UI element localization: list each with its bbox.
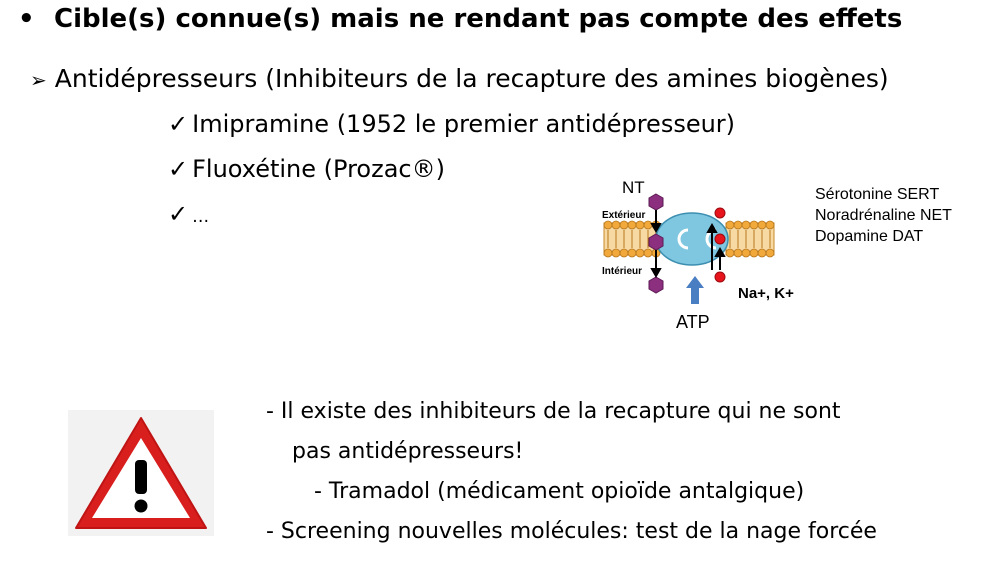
example-text: …: [192, 207, 210, 227]
check-icon: ✓: [168, 200, 189, 228]
note-line-2: pas antidépresseurs!: [292, 439, 524, 464]
ions-label: Na+, K+: [738, 285, 794, 302]
arrow-bullet-icon: ➢: [30, 68, 47, 92]
antidepressants-text: Antidépresseurs (Inhibiteurs de la recapture des amines biogènes): [54, 64, 889, 93]
legend-item: Noradrénaline NET: [815, 207, 952, 224]
example-imipramine: [168, 110, 735, 138]
reuptake-transporter-diagram: [596, 178, 806, 348]
atp-arrow: [686, 276, 704, 304]
example-text: Imipramine (1952 le premier antidépresseur): [192, 110, 736, 138]
example-fluoxetine: [168, 155, 445, 183]
note-line-1: - Il existe des inhibiteurs de la recapture qui ne sont: [266, 399, 841, 424]
inside-label: Intérieur: [602, 266, 643, 277]
note-line-3: - Tramadol (médicament opioïde antalgique): [314, 479, 805, 504]
heading-bullet: •: [18, 4, 35, 34]
warning-triangle-icon: [68, 410, 214, 536]
antidepressants-line: [30, 64, 889, 93]
neurotransmitter-molecules: [649, 194, 663, 293]
transporter-legend: [815, 184, 952, 247]
outside-label: Extérieur: [602, 210, 646, 221]
slide-heading: [18, 4, 902, 34]
check-icon: ✓: [168, 155, 189, 183]
example-text: Fluoxétine (Prozac®): [192, 155, 445, 183]
nt-label: NT: [622, 178, 645, 197]
legend-item: Sérotonine SERT: [815, 186, 940, 203]
check-icon: ✓: [168, 110, 189, 138]
atp-label: ATP: [676, 312, 710, 332]
heading-text: Cible(s) connue(s) mais ne rendant pas compte des effets: [54, 4, 903, 34]
right-membrane: [726, 221, 774, 257]
legend-item: Dopamine DAT: [815, 228, 924, 245]
example-ellipsis: [168, 200, 209, 228]
note-line-4: - Screening nouvelles molécules: test de la nage forcée: [266, 519, 877, 544]
